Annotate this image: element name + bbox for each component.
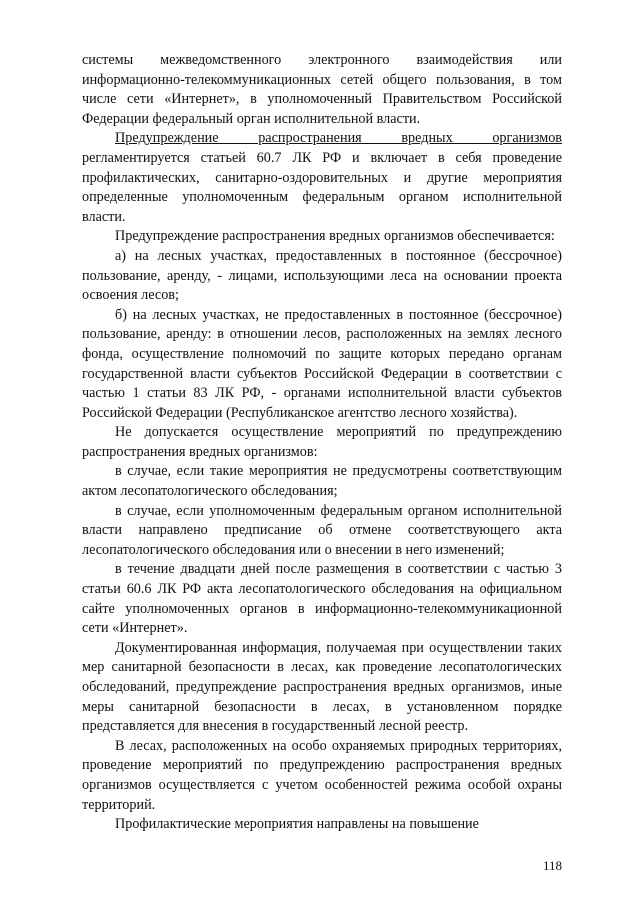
paragraph-text: системы межведомственного электронного взаимодействия или информационно-телекоммуникационных сетей общего пользования, в том числе сети «Интернет», в уполномоченный Правительством Российской Федерации федеральный орган исполнительной власти. — [82, 52, 562, 127]
paragraph-text: в случае, если такие мероприятия не предусмотрены соответствующим актом лесопатологического обследования; — [82, 463, 562, 500]
paragraph — [82, 247, 562, 306]
paragraph-text: Профилактические мероприятия направлены на повышение — [115, 816, 479, 833]
paragraph-text: в случае, если уполномоченным федеральным органом исполнительной власти направлено предписание об отмене соответствующего акта лесопатологического обследования или о внесении в него изменений; — [82, 502, 562, 558]
paragraph — [82, 560, 562, 638]
paragraph-text: б) на лесных участках, не предоставленных в постоянное (бессрочное) пользование, аренду: в отношении лесов, расположенных на землях лесного фонда, осуществление полномочий по защите которых передано органам государственной власти субъектов Российской Федерации в соответствии с частью 1 статьи 83 ЛК РФ, - органами исполнительной власти субъектов Российской Федерации (Республиканское агентство лесного хозяйства). — [82, 306, 562, 421]
paragraph — [82, 227, 562, 247]
paragraph — [82, 306, 562, 424]
paragraph-text: в течение двадцати дней после размещения в соответствии с частью 3 статьи 60.6 ЛК РФ акта лесопатологического обследования на официальном сайте уполномоченных органов в информационно-телекоммуникационной сети «Интернет». — [82, 561, 562, 637]
paragraph — [82, 815, 562, 835]
paragraph-text: Предупреждение распространения вредных организмов обеспечивается: — [115, 228, 555, 245]
underlined-phrase: Предупреждение распространения вредных организмов — [115, 130, 562, 147]
paragraph — [82, 462, 562, 501]
paragraph-text: регламентируется статьей 60.7 ЛК РФ и включает в себя проведение профилактических, санитарно-оздоровительных и другие мероприятия определенные уполномоченным федеральным органом исполнительной власти. — [82, 149, 562, 225]
document-page — [82, 51, 562, 835]
paragraph-text: В лесах, расположенных на особо охраняемых природных территориях, проведение мероприятий по предупреждению распространения вредных организмов осуществляется с учетом особенностей режима особой охраны территорий. — [82, 737, 562, 813]
paragraph — [82, 737, 562, 815]
paragraph — [82, 639, 562, 737]
paragraph — [82, 129, 562, 227]
paragraph — [82, 51, 562, 129]
page-number: 118 — [542, 858, 562, 873]
paragraph-text: а) на лесных участках, предоставленных в постоянное (бессрочное) пользование, аренду, - лицами, использующими леса на основании проекта освоения лесов; — [82, 247, 562, 304]
paragraph — [82, 423, 562, 462]
paragraph-text: Документированная информация, получаемая при осуществлении таких мер санитарной безопасности в лесах, как проведение лесопатологических обследований, предупреждение распространения вредных организмов, иные меры санитарной безопасности в лесах, в установленном порядке представляется для внесения в государственный лесной реестр. — [82, 639, 562, 735]
paragraph-text: Не допускается осуществление мероприятий по предупреждению распространения вредных организмов: — [82, 424, 562, 460]
paragraph — [82, 502, 562, 561]
